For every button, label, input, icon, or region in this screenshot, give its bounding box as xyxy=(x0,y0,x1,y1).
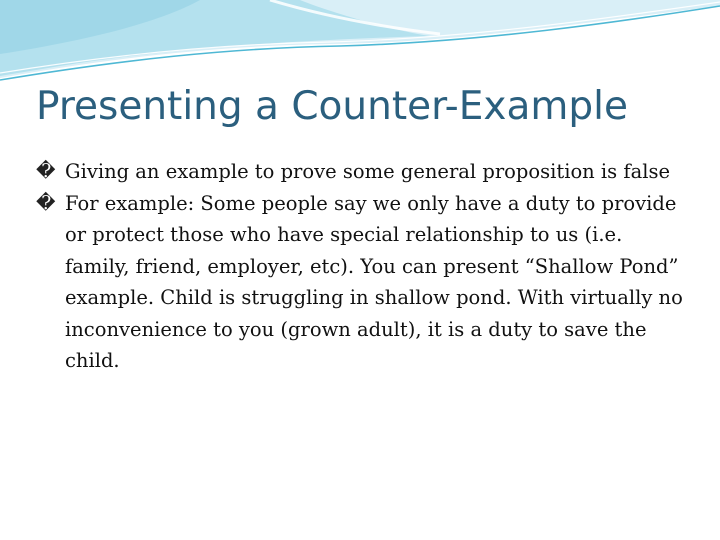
slide-title: Presenting a Counter-Example xyxy=(36,84,628,129)
bullet-text: For example: Some people say we only have a duty to provide or protect those who have special relationship to us (i.e. family, friend, employer, etc). You can present “Shallow Pond” example. Child is struggling in shallow pond. With virtually no inconvenience to you (grown adult), it is a duty to save the child. xyxy=(65,191,683,372)
bullet-marker-icon: � xyxy=(36,160,56,182)
bullet-list xyxy=(36,156,688,377)
bullet-item xyxy=(36,156,688,188)
bullet-text: Giving an example to prove some general proposition is false xyxy=(65,160,671,183)
bullet-item xyxy=(36,188,688,377)
bullet-marker-icon: � xyxy=(36,191,56,214)
header-wave-decoration xyxy=(0,0,720,90)
